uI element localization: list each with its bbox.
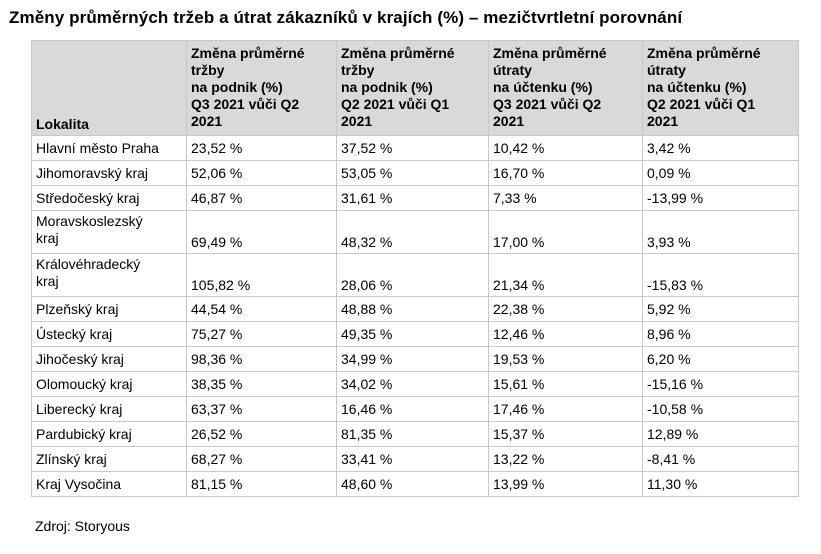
column-header-line: Změna průměrné (647, 45, 761, 61)
cell-value: 12,46 % (489, 322, 643, 347)
cell-value: 0,09 % (643, 161, 799, 186)
column-header-line: na podnik (%) (341, 79, 433, 95)
data-table (31, 40, 799, 497)
cell-value: 22,38 % (489, 297, 643, 322)
cell-value: 13,22 % (489, 447, 643, 472)
cell-value: 8,96 % (643, 322, 799, 347)
column-header-line: na účtenku (%) (647, 79, 747, 95)
column-header-line: Změna průměrné (191, 45, 305, 61)
cell-location (32, 372, 187, 397)
location-line: Jihomoravský kraj (36, 164, 149, 181)
cell-value: 19,53 % (489, 347, 643, 372)
cell-value: 52,06 % (187, 161, 337, 186)
location-line: Pardubický kraj (36, 425, 132, 442)
location-line: Královéhradecký (36, 256, 141, 272)
cell-value: 49,35 % (337, 322, 489, 347)
column-header-line: Změna průměrné (493, 45, 607, 61)
location-line: kraj (36, 230, 59, 246)
column-header-line: Q3 2021 vůči Q2 (493, 96, 602, 112)
cell-value: 16,46 % (337, 397, 489, 422)
cell-value: 38,35 % (187, 372, 337, 397)
column-header-line: Q3 2021 vůči Q2 (191, 96, 300, 112)
cell-location (32, 347, 187, 372)
cell-value: 17,00 % (489, 211, 643, 254)
location-line: Moravskoslezský (36, 213, 143, 229)
column-header-line: útraty (493, 62, 532, 78)
column-header-spend-q3 (489, 41, 643, 136)
column-header-line: 2021 (341, 113, 373, 129)
location-line: Ústecký kraj (36, 325, 113, 342)
cell-value: 15,61 % (489, 372, 643, 397)
table-row (32, 447, 799, 472)
table-row (32, 254, 799, 297)
cell-location (32, 297, 187, 322)
cell-value: -10,58 % (643, 397, 799, 422)
cell-location (32, 472, 187, 497)
cell-location (32, 397, 187, 422)
cell-location (32, 254, 187, 297)
column-header-line: na účtenku (%) (493, 79, 593, 95)
cell-value: 69,49 % (187, 211, 337, 254)
cell-value: 17,46 % (489, 397, 643, 422)
column-header-line: 2021 (647, 113, 679, 129)
location-line: Liberecký kraj (36, 400, 123, 417)
column-header-spend-q2 (643, 41, 799, 136)
cell-value: 68,27 % (187, 447, 337, 472)
cell-location (32, 186, 187, 211)
column-header-line: tržby (191, 62, 225, 78)
cell-value: 3,93 % (643, 211, 799, 254)
location-line: Zlínský kraj (36, 450, 107, 467)
cell-value: 26,52 % (187, 422, 337, 447)
table-header-row (32, 41, 799, 136)
cell-value: 48,32 % (337, 211, 489, 254)
cell-value: 53,05 % (337, 161, 489, 186)
table-row (32, 322, 799, 347)
cell-location (32, 322, 187, 347)
location-line: Hlavní město Praha (36, 139, 159, 156)
cell-value: 13,99 % (489, 472, 643, 497)
column-header-line: tržby (341, 62, 375, 78)
table-header (32, 41, 799, 136)
table-row (32, 186, 799, 211)
table-row (32, 136, 799, 161)
cell-value: 81,35 % (337, 422, 489, 447)
cell-value: 98,36 % (187, 347, 337, 372)
table-row (32, 472, 799, 497)
cell-value: 5,92 % (643, 297, 799, 322)
cell-value: 7,33 % (489, 186, 643, 211)
cell-value: 15,37 % (489, 422, 643, 447)
cell-value: 23,52 % (187, 136, 337, 161)
location-line: Olomoucký kraj (36, 375, 133, 392)
cell-value: 37,52 % (337, 136, 489, 161)
column-header-revenue-q3 (187, 41, 337, 136)
table-row (32, 397, 799, 422)
cell-value: 48,60 % (337, 472, 489, 497)
cell-value: 6,20 % (643, 347, 799, 372)
table-row (32, 211, 799, 254)
location-line: Jihočeský kraj (36, 350, 124, 367)
cell-value: -8,41 % (643, 447, 799, 472)
cell-value: 16,70 % (489, 161, 643, 186)
cell-location (32, 447, 187, 472)
cell-value: 28,06 % (337, 254, 489, 297)
location-line: Středočeský kraj (36, 189, 140, 206)
column-header-line: útraty (647, 62, 686, 78)
cell-value: 34,02 % (337, 372, 489, 397)
cell-value: -13,99 % (643, 186, 799, 211)
column-header-line: 2021 (493, 113, 525, 129)
cell-value: 21,34 % (489, 254, 643, 297)
location-line: Plzeňský kraj (36, 300, 119, 317)
page-title: Změny průměrných tržeb a útrat zákazníků v krajích (%) – mezičtvrtletní porovnání (9, 8, 683, 27)
cell-location (32, 136, 187, 161)
cell-value: 48,88 % (337, 297, 489, 322)
cell-value: 12,89 % (643, 422, 799, 447)
cell-value: 44,54 % (187, 297, 337, 322)
column-header-line: Změna průměrné (341, 45, 455, 61)
column-header-revenue-q2 (337, 41, 489, 136)
table-row (32, 372, 799, 397)
column-header-line: na podnik (%) (191, 79, 283, 95)
cell-value: 46,87 % (187, 186, 337, 211)
table-body (32, 136, 799, 497)
cell-value: 33,41 % (337, 447, 489, 472)
location-line: Kraj Vysočina (36, 475, 122, 492)
cell-value: 34,99 % (337, 347, 489, 372)
cell-location (32, 161, 187, 186)
cell-location (32, 422, 187, 447)
cell-location (32, 211, 187, 254)
cell-value: 81,15 % (187, 472, 337, 497)
table-row (32, 422, 799, 447)
source-note: Zdroj: Storyous (35, 518, 130, 534)
column-header-location: Lokalita (32, 41, 187, 136)
location-line: kraj (36, 273, 59, 289)
cell-value: -15,83 % (643, 254, 799, 297)
column-header-line: Q2 2021 vůči Q1 (341, 96, 450, 112)
table-row (32, 347, 799, 372)
column-header-line: Q2 2021 vůči Q1 (647, 96, 756, 112)
column-header-line: 2021 (191, 113, 223, 129)
cell-value: 105,82 % (187, 254, 337, 297)
cell-value: -15,16 % (643, 372, 799, 397)
cell-value: 10,42 % (489, 136, 643, 161)
cell-value: 11,30 % (643, 472, 799, 497)
cell-value: 63,37 % (187, 397, 337, 422)
table-row (32, 297, 799, 322)
table-row (32, 161, 799, 186)
cell-value: 3,42 % (643, 136, 799, 161)
cell-value: 75,27 % (187, 322, 337, 347)
cell-value: 31,61 % (337, 186, 489, 211)
